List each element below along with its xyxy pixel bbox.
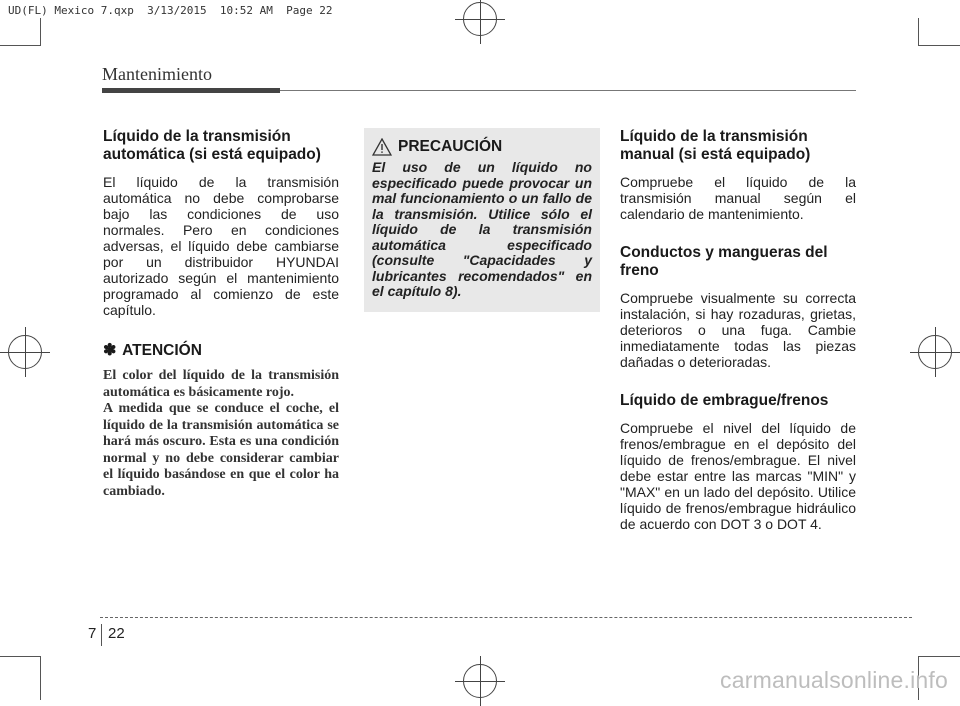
section-body-automatic-transmission-fluid: El líquido de la transmisión automática no debe comprobarse bajo las condiciones de uso normales. Pero en condiciones adversas, el líquido debe cambiarse por un distribuidor HYUNDAI autorizado según el mantenimiento programado al comienzo de este capítulo. (103, 174, 339, 318)
right-column (620, 128, 856, 554)
caution-box (364, 128, 600, 312)
watermark: carmanualsonline.info (720, 667, 948, 693)
crop-mark (0, 656, 40, 657)
section-title-brake-lines: Conductos y mangueras del freno (620, 244, 828, 279)
registration-mark-top (463, 2, 497, 36)
page-number: 22 (108, 625, 125, 642)
header-bar (102, 88, 280, 93)
attention-text-1: El color del líquido de la transmisión automática es básicamente rojo. (103, 368, 339, 400)
registration-mark-right (918, 335, 952, 369)
caution-text: El uso de un líquido no especificado puede provocar un mal funcionamiento o un fallo de la transmisión. Utilice sólo el líquido de la transmisión automática especificado (consulte "Capacidades y lubricantes recomendados" en el capítulo 8). (372, 159, 592, 299)
registration-mark-left (8, 335, 42, 369)
crop-mark (0, 45, 40, 46)
print-slug: UD(FL) Mexico 7.qxp 3/13/2015 10:52 AM Page 22 (8, 4, 333, 17)
chapter-number: 7 (88, 625, 97, 642)
crop-mark (40, 18, 41, 46)
section-title-clutch-brake-fluid: Líquido de embrague/frenos (620, 392, 829, 409)
running-head: Mantenimiento (102, 64, 212, 84)
section-title-automatic-transmission-fluid: Líquido de la transmisión automática (si está equipado) (103, 128, 321, 163)
attention-asterisk-icon: ✽ (103, 342, 117, 359)
caution-heading (372, 138, 592, 156)
footer-rule (100, 617, 912, 618)
header-rule (280, 90, 856, 91)
section-body-clutch-brake-fluid: Compruebe el nivel del líquido de frenos/embrague en el depósito del líquido de frenos/embrague. El nivel debe estar entre las marcas "MIN" y "MAX" en un lado del depósito. Utilice líquido de frenos/embrague hidráulico de acuerdo con DOT 3 o DOT 4. (620, 420, 856, 532)
warning-triangle-icon (372, 138, 392, 156)
section-title-manual-transmission-fluid: Líquido de la transmisión manual (si está equipado) (620, 128, 811, 163)
registration-mark-bottom (463, 664, 497, 698)
section-body-manual-transmission-fluid: Compruebe el líquido de la transmisión manual según el calendario de mantenimiento. (620, 174, 856, 222)
crop-mark (40, 656, 41, 700)
crop-mark (918, 45, 960, 46)
attention-text-2: A medida que se conduce el coche, el líquido de la transmisión automática se hará más oscuro. Esta es una condición normal y no debe considerar cambiar el líquido basándose en que el color ha cambiado. (103, 401, 339, 499)
section-body-brake-lines: Compruebe visualmente su correcta instalación, si hay rozaduras, grietas, deterioros o una fuga. Cambie inmediatamente todas las piezas dañadas o deterioradas. (620, 290, 856, 370)
caution-title: PRECAUCIÓN (398, 138, 503, 155)
attention-heading (103, 340, 339, 360)
page-number-divider (101, 624, 102, 646)
left-column (103, 128, 339, 500)
crop-mark (918, 18, 919, 46)
attention-title: ATENCIÓN (122, 342, 202, 359)
middle-column (364, 128, 600, 312)
crop-mark (918, 656, 960, 657)
